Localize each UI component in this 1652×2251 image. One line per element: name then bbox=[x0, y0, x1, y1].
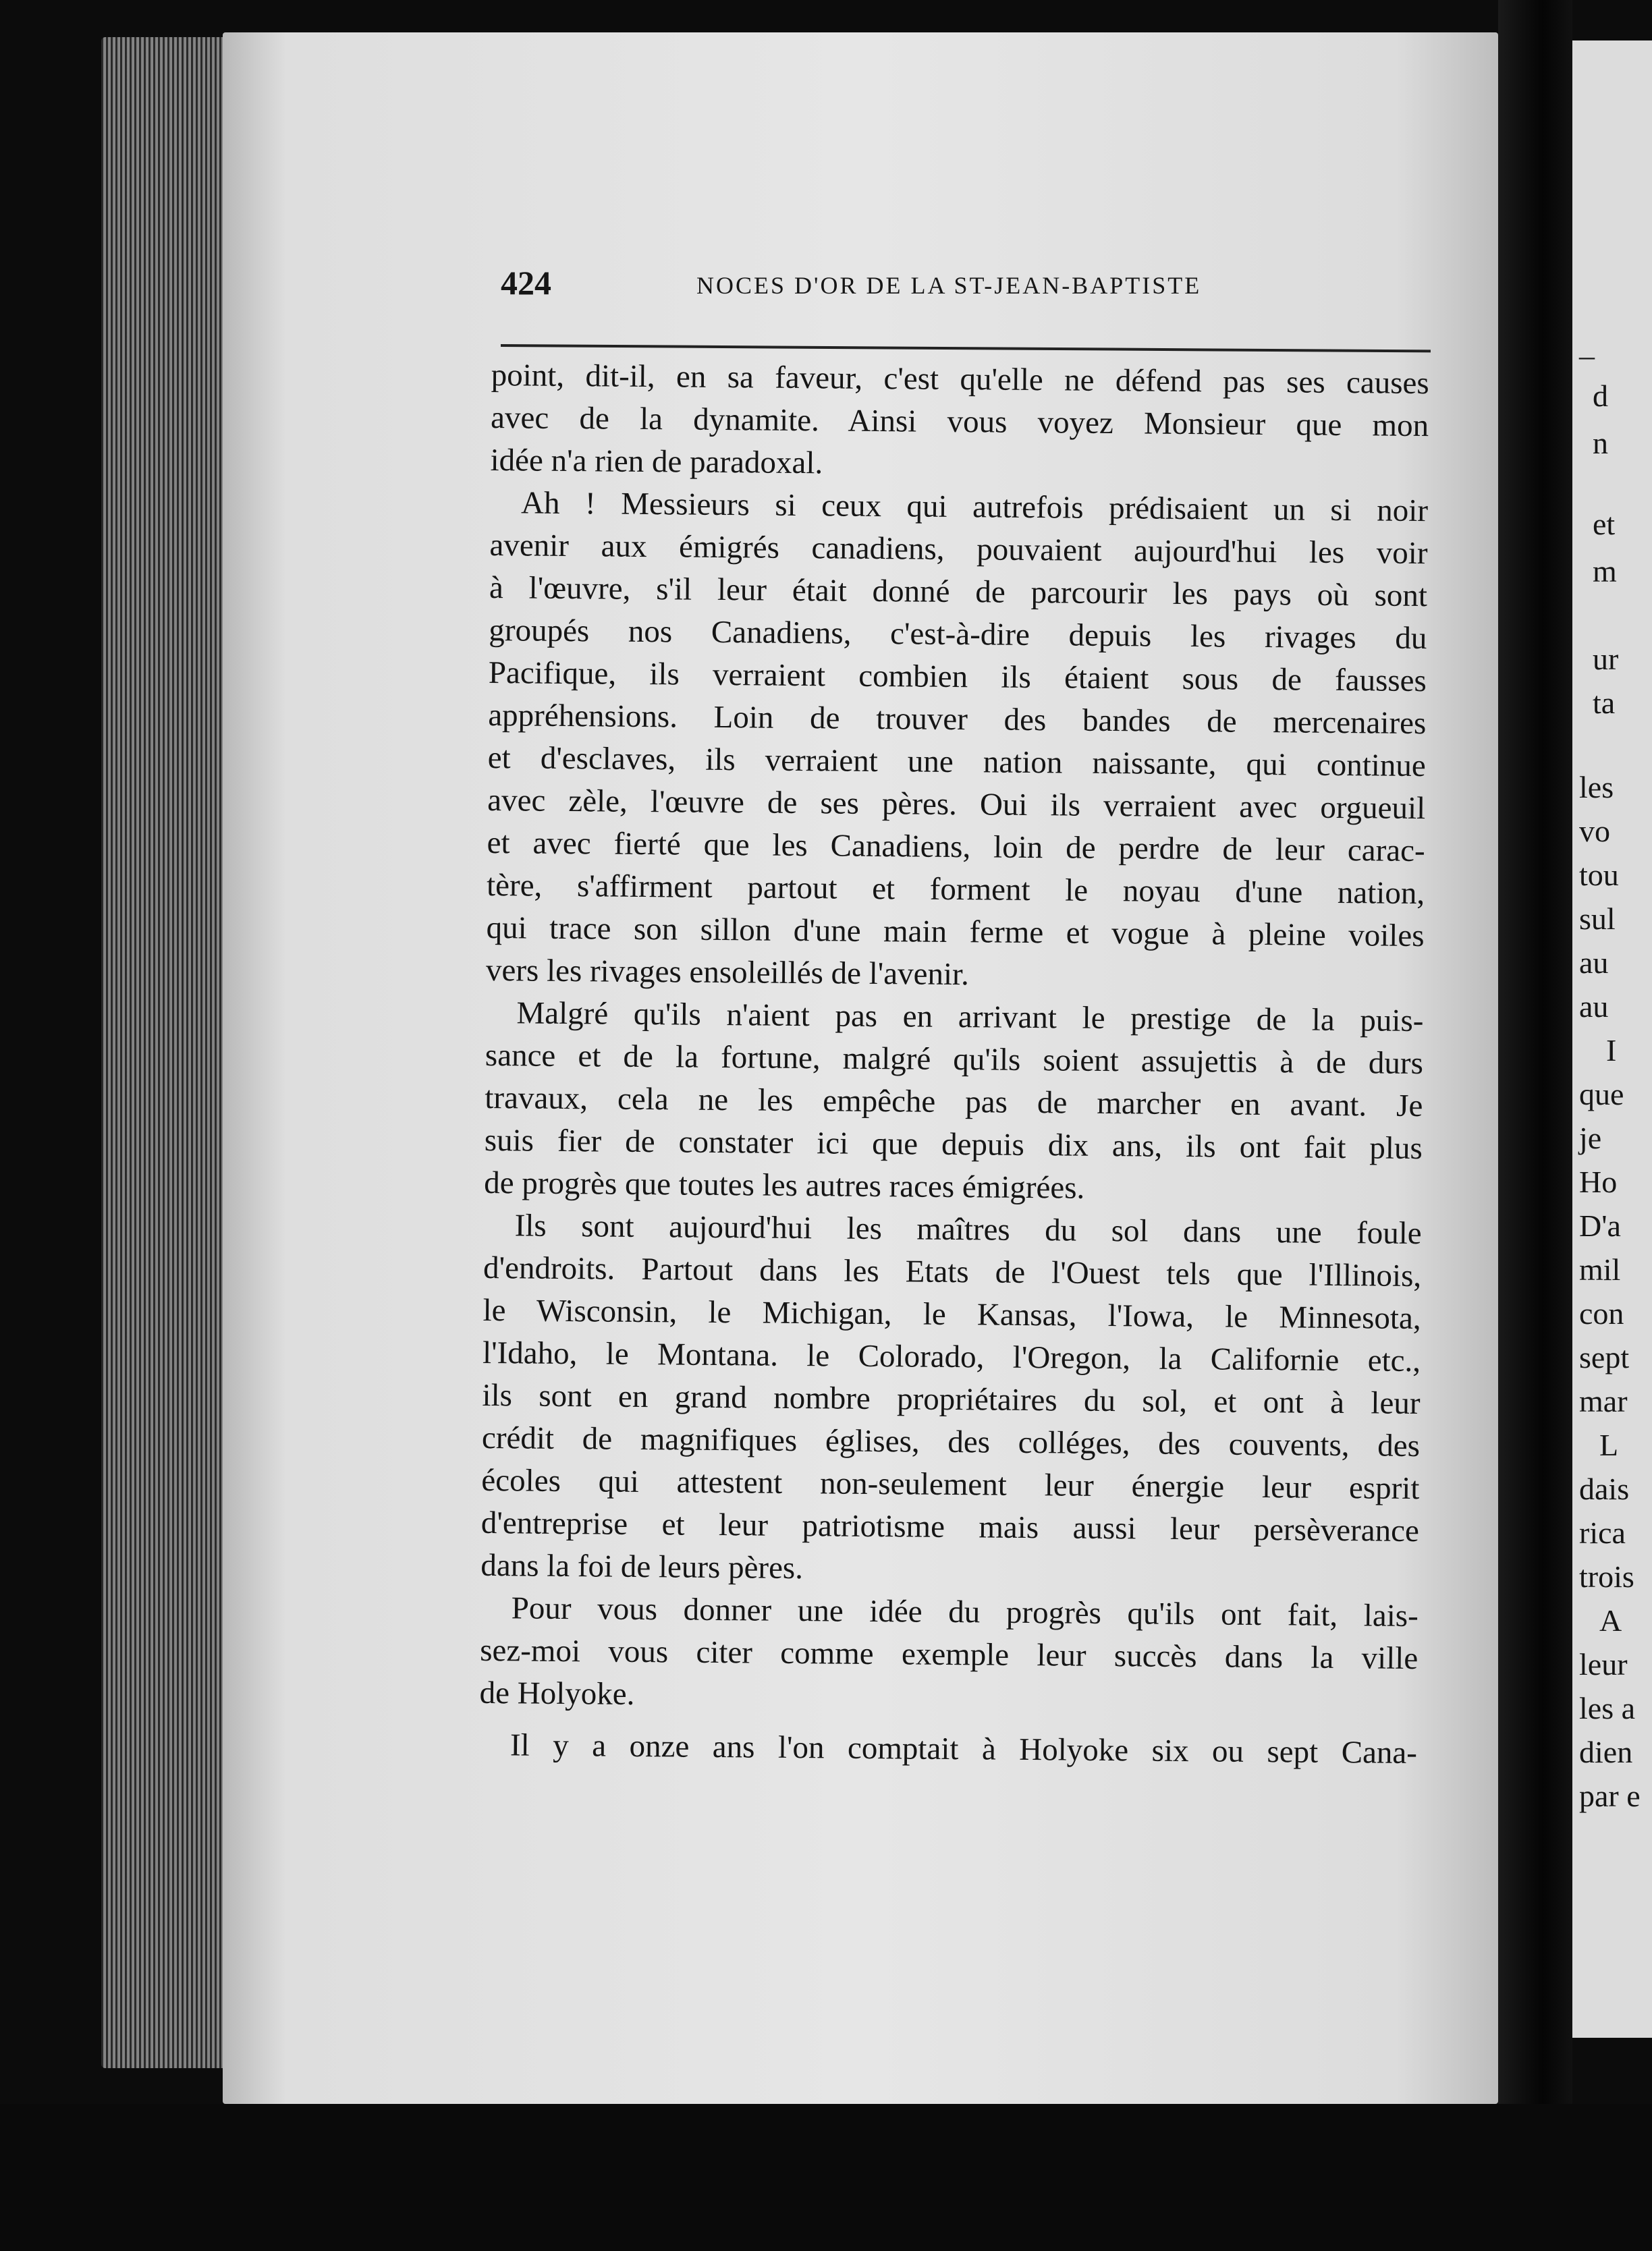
text-line: suis fier de constater ici que depuis dix ans, ils ont fait plus bbox=[484, 1122, 1423, 1167]
text-line: idée n'a rien de paradoxal. bbox=[490, 442, 823, 481]
text-line: point, dit-il, en sa faveur, c'est qu'elle ne défend pas ses causes bbox=[491, 357, 1429, 401]
text-line: Ils sont aujourd'hui les maîtres du sol dans une foule bbox=[514, 1208, 1422, 1252]
text-line: Malgré qu'ils n'aient pas en arrivant le prestige de la puis- bbox=[516, 995, 1424, 1039]
text-line: crédit de magnifiques églises, des colléges, des couvents, des bbox=[481, 1420, 1421, 1464]
page-number: 424 bbox=[501, 264, 551, 302]
text-line: Pour vous donner une idée du progrès qu'ils ont fait, lais- bbox=[511, 1590, 1419, 1634]
text-line: de Holyoke. bbox=[479, 1675, 635, 1712]
scan-background bbox=[0, 2104, 1652, 2251]
fragment: leur bbox=[1579, 1647, 1628, 1682]
fragment: les bbox=[1579, 770, 1614, 804]
text-line: Pacifique, ils verraient combien ils étaient sous de fausses bbox=[488, 655, 1427, 699]
fragment: au bbox=[1579, 989, 1609, 1024]
fragment: m bbox=[1593, 554, 1617, 588]
fragment: vo bbox=[1579, 814, 1610, 848]
body-text bbox=[479, 354, 1429, 1775]
fragment: mil bbox=[1579, 1252, 1621, 1287]
text-line: d'endroits. Partout dans les Etats de l'Ouest tels que l'Illinois, bbox=[483, 1250, 1422, 1294]
text-line: avec de la dynamite. Ainsi vous voyez Monsieur que mon bbox=[490, 399, 1429, 444]
fragment: sept bbox=[1579, 1340, 1630, 1374]
fragment: au bbox=[1579, 945, 1609, 980]
text-line: sez-moi vous citer comme exemple leur succès dans la ville bbox=[480, 1632, 1419, 1677]
fragment: D'a bbox=[1579, 1208, 1621, 1243]
text-line: groupés nos Canadiens, c'est-à-dire depuis les rivages du bbox=[489, 612, 1427, 657]
text-line: tère, s'affirment partout et forment le noyau d'une nation, bbox=[486, 867, 1425, 912]
running-head bbox=[501, 263, 1432, 310]
text-line: travaux, cela ne les empêche pas de marcher en avant. Je bbox=[485, 1080, 1423, 1124]
fragment: les a bbox=[1579, 1691, 1636, 1725]
fragment: que bbox=[1579, 1077, 1624, 1111]
text-line: qui trace son sillon d'une main ferme et vogue à pleine voiles bbox=[486, 910, 1425, 954]
text-line: à l'œuvre, s'il leur était donné de parcourir les pays où sont bbox=[489, 569, 1428, 614]
fragment: mar bbox=[1579, 1384, 1628, 1418]
fragment: sul bbox=[1579, 901, 1616, 936]
text-line: dans la foi de leurs pères. bbox=[480, 1547, 804, 1586]
text-line: écoles qui attestent non-seulement leur énergie leur esprit bbox=[481, 1462, 1420, 1507]
text-line: sance et de la fortune, malgré qu'ils soient assujettis à de durs bbox=[485, 1037, 1424, 1082]
fragment: d bbox=[1593, 379, 1608, 413]
fragment: ur bbox=[1593, 642, 1619, 676]
fragment: tou bbox=[1579, 858, 1619, 892]
fragment: et bbox=[1593, 507, 1616, 541]
fragment: L bbox=[1599, 1428, 1619, 1462]
text-line: ils sont en grand nombre propriétaires du sol, et ont à leur bbox=[482, 1377, 1421, 1422]
fragment: trois bbox=[1579, 1559, 1634, 1594]
text-line: avec zèle, l'œuvre de ses pères. Oui ils verraient avec orgueuil bbox=[487, 782, 1426, 827]
text-line: vers les rivages ensoleillés de l'avenir. bbox=[485, 952, 970, 993]
running-title: NOCES D'OR DE LA ST-JEAN-BAPTISTE bbox=[696, 272, 1202, 299]
text-line: et avec fierté que les Canadiens, loin de perdre de leur carac- bbox=[487, 825, 1425, 869]
text-line: le Wisconsin, le Michigan, le Kansas, l'Iowa, le Minnesota, bbox=[483, 1292, 1421, 1337]
fragment: I bbox=[1606, 1033, 1617, 1067]
book-gutter bbox=[1498, 0, 1572, 2251]
fragment: con bbox=[1579, 1296, 1624, 1331]
text-line: de progrès que toutes les autres races émigrées. bbox=[484, 1165, 1085, 1206]
fragment: dien bbox=[1579, 1735, 1633, 1769]
text-line: appréhensions. Loin de trouver des bandes de mercenaires bbox=[488, 697, 1427, 742]
text-line: et d'esclaves, ils verraient une nation naissante, qui continue bbox=[487, 740, 1426, 784]
text-line: Il y a onze ans l'on comptait à Holyoke six ou sept Cana- bbox=[510, 1727, 1418, 1771]
fragment: Ho bbox=[1579, 1165, 1618, 1199]
fragment: par e bbox=[1579, 1779, 1641, 1813]
fragment: n bbox=[1593, 426, 1608, 460]
fragment: ta bbox=[1593, 686, 1616, 720]
text-line: d'entreprise et leur patriotisme mais aussi leur persèverance bbox=[480, 1505, 1420, 1549]
fragment: rica bbox=[1579, 1516, 1626, 1550]
text-line: Ah ! Messieurs si ceux qui autrefois prédisaient un si noir bbox=[520, 485, 1429, 529]
fragment: dais bbox=[1579, 1472, 1630, 1506]
text-line: avenir aux émigrés canadiens, pouvaient aujourd'hui les voir bbox=[489, 527, 1428, 572]
fragment: je bbox=[1579, 1121, 1602, 1155]
book-page-edges bbox=[101, 37, 236, 2068]
fragment: A bbox=[1599, 1603, 1622, 1638]
fragment: – bbox=[1579, 338, 1595, 372]
text-line: l'Idaho, le Montana. le Colorado, l'Oregon, la Californie etc., bbox=[482, 1335, 1421, 1379]
